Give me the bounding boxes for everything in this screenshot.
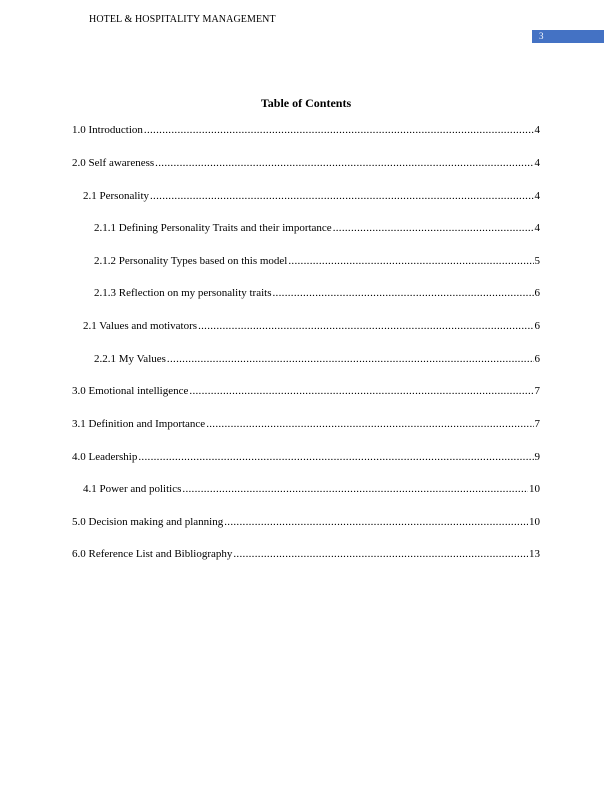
toc-title: Table of Contents [260,96,352,110]
toc-entry-reference-list[interactable] [72,548,540,561]
toc-entry-defining-personality-traits[interactable] [94,222,540,235]
toc-entry-label: 4.1 Power and politics [83,483,182,495]
toc-entry-page: 6 [534,287,540,299]
toc-entry-self-awareness[interactable] [72,157,540,170]
toc-entry-label: 1.0 Introduction [72,124,143,136]
toc-entry-values-motivators[interactable] [83,320,540,333]
toc-entry-label: 2.1 Values and motivators [83,320,198,332]
toc-entry-page: 9 [534,451,540,463]
toc-entry-leadership[interactable] [72,451,540,464]
toc-entry-page: 4 [534,222,540,234]
toc-dot-leader [144,124,534,137]
toc-entry-definition-importance[interactable] [72,418,540,431]
toc-entry-emotional-intelligence[interactable] [72,385,540,398]
toc-entry-introduction[interactable] [72,124,540,137]
toc-entry-page: 10 [529,483,540,495]
toc-entry-page: 4 [534,124,540,136]
toc-dot-leader [167,353,534,366]
toc-entry-page: 7 [534,385,540,397]
toc-dot-leader [333,222,534,235]
toc-entry-label: 2.1.3 Reflection on my personality traits [94,287,272,299]
toc-entry-page: 6 [534,320,540,332]
toc-dot-leader [224,516,528,529]
toc-entry-label: 2.2.1 My Values [94,353,166,365]
toc-entry-label: 2.1.2 Personality Types based on this model [94,255,288,267]
toc-entry-label: 5.0 Decision making and planning [72,516,224,528]
toc-entry-reflection[interactable] [94,287,540,300]
toc-entry-page: 4 [534,190,540,202]
running-header: HOTEL & HOSPITALITY MANAGEMENT [89,14,276,25]
toc-entry-label: 2.1 Personality [83,190,149,202]
toc-entry-label: 4.0 Leadership [72,451,138,463]
toc-entry-label: 6.0 Reference List and Bibliography [72,548,233,560]
toc-entry-label: 2.1.1 Defining Personality Traits and their importance [94,222,332,234]
toc-entry-page: 5 [534,255,540,267]
toc-dot-leader [189,385,533,398]
page-number-badge: 3 [532,30,604,43]
toc-dot-leader [273,287,534,300]
toc-dot-leader [155,157,533,170]
toc-entry-power-politics[interactable] [83,483,540,496]
toc-entry-page: 10 [529,516,540,528]
toc-dot-leader [150,190,534,203]
toc-entry-label: 3.1 Definition and Importance [72,418,206,430]
toc-entry-page: 7 [534,418,540,430]
toc-dot-leader [233,548,528,561]
toc-entry-page: 4 [534,157,540,169]
toc-entry-label: 2.0 Self awareness [72,157,155,169]
toc-entry-page: 6 [534,353,540,365]
toc-dot-leader [138,451,533,464]
toc-dot-leader [288,255,533,268]
toc-entry-decision-making[interactable] [72,516,540,529]
toc-entry-personality[interactable] [83,190,540,203]
toc-entry-my-values[interactable] [94,353,540,366]
toc-dot-leader [206,418,533,431]
toc-entry-page: 13 [529,548,540,560]
toc-entry-label: 3.0 Emotional intelligence [72,385,189,397]
toc-dot-leader [198,320,533,333]
toc-entry-personality-types[interactable] [94,255,540,268]
toc-dot-leader [182,483,528,496]
